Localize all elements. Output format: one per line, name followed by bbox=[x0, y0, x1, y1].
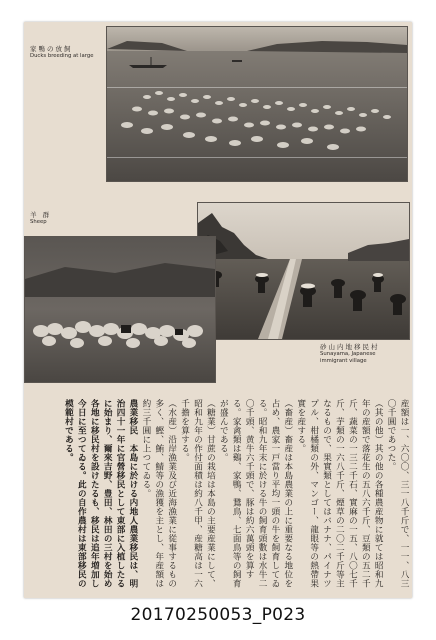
caption-sheep-jp: 羊 群 bbox=[30, 211, 52, 219]
caption-village-en-1: Sunayama, Japanese bbox=[320, 351, 376, 357]
body-text bbox=[28, 399, 410, 589]
paragraph: （其の他）其の他の各種農産物に就ては昭和九年の産額で落花生の五八六千斤、豆類の五二千斤、蔬菜の一三二千石、實麻の一五、八〇七千斤、芋類の一六八千斤、煙草の二〇二千斤等主なるもので、果實類としてはバナナ、パイナツプル、柑橘類の外、マンゴー、龍眼等の熱帶果實を産する。 bbox=[295, 399, 384, 588]
book-page bbox=[24, 22, 412, 598]
document-id: 20170250053_P023 bbox=[130, 605, 306, 625]
photo-village bbox=[197, 202, 410, 340]
caption-village bbox=[320, 342, 410, 365]
caption-sheep-en: Sheep bbox=[30, 219, 47, 225]
village-image bbox=[198, 203, 409, 339]
photo-ducks bbox=[106, 26, 408, 182]
caption-ducks-jp: 家鴨の放飼 bbox=[30, 45, 73, 53]
paragraph: 産額は一、六〇〇、三一八千斤で、一一、八三〇千圓であつた。 bbox=[386, 399, 409, 588]
sheep-image bbox=[25, 237, 215, 382]
paragraph: （糖業）甘蔗の栽培は本島の主要産業にして、昭和九年の作付面積は約八千甲、産糖高は一六千擔を算する。 bbox=[179, 399, 216, 588]
ducks-image bbox=[107, 27, 407, 181]
caption-village-en-2: immigrant village bbox=[320, 358, 367, 364]
paragraph: 農業移民 本島に於ける内地人農業移民は、明治四十一年に官營移民として東部に入植したるに始まり、爾來吉野、豊田、林田の三村を始め各地に移民村を設けたるも、移民は追年増加し今日に至つてゐる。此の自作農村は東部移民の模範村である。 bbox=[63, 399, 138, 588]
caption-ducks bbox=[30, 44, 106, 60]
caption-village-jp: 砂山内地移民村 bbox=[320, 343, 380, 351]
caption-ducks-en: Ducks breeding at large bbox=[30, 53, 94, 59]
paragraph: （畜産）畜産は本島農業の上に重要なる地位を占め、農家一戸當り平均一頭の牛を飼育してゐる。昭和九年末に於ける牛の飼育頭數は水牛二〇千頭、黄牛六千頭で、豚は約六萬頭を算する。家禽類は鷄、家鴨、鵞鳥、七面鳥等の飼育が盛んである。 bbox=[218, 399, 293, 588]
caption-sheep bbox=[30, 210, 90, 226]
photo-sheep bbox=[24, 236, 216, 383]
paragraph: （水産）沿岸漁業及び近海漁業に從事するもの多く、鰹、鮪、鯖等の漁獲を主とし、年産額は約三千圓に上つてゐる。 bbox=[140, 399, 177, 588]
